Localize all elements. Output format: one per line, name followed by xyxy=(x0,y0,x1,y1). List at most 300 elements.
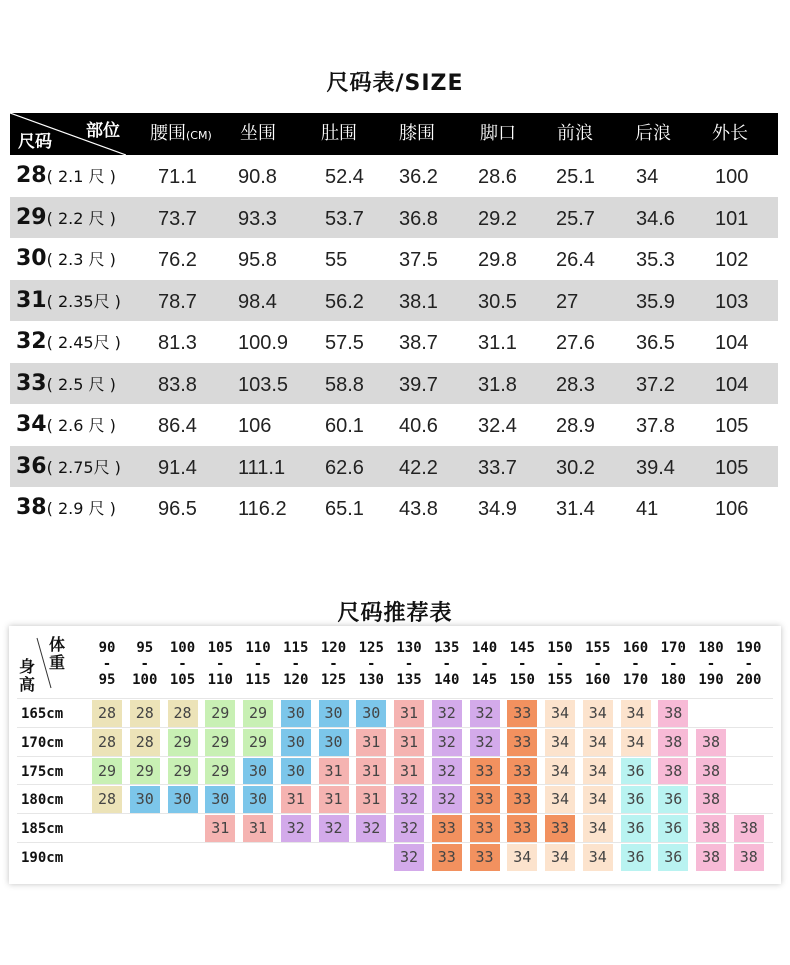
range-dash: - xyxy=(631,656,640,672)
size-number: 36 xyxy=(16,453,47,479)
size-number: 38 xyxy=(16,495,47,520)
measurement-cell: 104 xyxy=(715,373,749,396)
measurement-cell: 36.5 xyxy=(636,332,675,354)
height-label: 170cm xyxy=(21,734,64,751)
row-divider xyxy=(17,842,773,843)
weight-to: 110 xyxy=(207,672,233,688)
size-label xyxy=(16,404,116,446)
recommended-size-chip: 29 xyxy=(168,758,198,785)
size-chi-measure: ( 2.75尺 ) xyxy=(46,457,121,477)
weight-from: 105 xyxy=(207,640,233,656)
weight-from: 145 xyxy=(509,640,535,656)
recommended-size-chip: 29 xyxy=(130,758,160,785)
measurement-cell: 35.9 xyxy=(636,290,675,313)
recommended-size-chip: 30 xyxy=(356,700,386,727)
row-divider xyxy=(17,727,773,728)
range-dash: - xyxy=(744,656,753,672)
recommended-size-chip: 33 xyxy=(507,815,537,842)
weight-range-header xyxy=(239,640,277,688)
recommended-size-chip: 38 xyxy=(658,758,688,785)
measurement-cell: 32.4 xyxy=(478,415,517,437)
size-label xyxy=(16,155,116,197)
size-row xyxy=(10,155,778,197)
recommended-size-chip: 34 xyxy=(583,844,613,871)
measurement-cell: 30.2 xyxy=(556,456,595,479)
recommended-size-chip: 31 xyxy=(243,815,273,842)
recommended-size-chip: 28 xyxy=(92,700,122,727)
corner-weight-label: 体重 xyxy=(49,635,66,672)
weight-from: 150 xyxy=(547,640,573,656)
recommended-size-chip: 38 xyxy=(734,815,764,842)
recommended-size-chip: 38 xyxy=(658,700,688,727)
recommended-size-chip: 38 xyxy=(658,729,688,756)
recommended-size-chip: 28 xyxy=(92,786,122,813)
measurement-cell: 27 xyxy=(556,290,579,313)
recommended-size-chip: 36 xyxy=(621,758,651,785)
recommended-size-chip: 28 xyxy=(168,700,198,727)
weight-to: 180 xyxy=(660,672,686,688)
weight-range-header xyxy=(352,640,390,688)
size-row xyxy=(10,197,778,239)
rec-corner-cell xyxy=(15,634,77,694)
measurement-cell: 76.2 xyxy=(158,249,197,271)
recommended-size-chip: 38 xyxy=(696,786,726,813)
weight-range-header xyxy=(201,640,239,688)
recommended-size-chip: 34 xyxy=(621,729,651,756)
measurement-cell: 106 xyxy=(715,498,749,520)
header-corner-cell xyxy=(10,113,126,155)
weight-from: 95 xyxy=(136,640,154,656)
recommended-size-chip: 28 xyxy=(130,700,160,727)
weight-range-header xyxy=(126,640,164,688)
recommended-size-chip: 32 xyxy=(432,786,462,813)
size-chi-measure: ( 2.1 尺 ) xyxy=(46,167,116,186)
measurement-cell: 40.6 xyxy=(399,415,438,437)
recommended-size-chip: 30 xyxy=(168,786,198,813)
measurement-cell: 28.3 xyxy=(556,373,595,396)
measurement-cell: 56.2 xyxy=(325,290,364,313)
measurement-cell: 93.3 xyxy=(238,207,277,230)
measurement-cell: 53.7 xyxy=(325,207,364,230)
recommended-size-chip: 31 xyxy=(394,700,424,727)
weight-from: 110 xyxy=(245,640,271,656)
weight-to: 135 xyxy=(396,672,422,688)
recommended-size-chip: 31 xyxy=(205,815,235,842)
measurement-cell: 104 xyxy=(715,332,749,354)
weight-from: 125 xyxy=(358,640,384,656)
weight-from: 155 xyxy=(585,640,611,656)
recommended-size-chip: 34 xyxy=(583,700,613,727)
recommended-size-chip: 30 xyxy=(319,729,349,756)
size-row xyxy=(10,404,778,446)
recommended-size-chip: 31 xyxy=(356,729,386,756)
weight-to: 105 xyxy=(169,672,196,688)
range-dash: - xyxy=(669,656,678,672)
size-chi-measure: ( 2.45尺 ) xyxy=(46,333,121,352)
range-dash: - xyxy=(480,656,489,672)
recommended-size-chip: 30 xyxy=(281,729,311,756)
weight-range-header xyxy=(654,640,692,688)
measurement-cell: 37.2 xyxy=(636,373,675,396)
measurement-cell: 111.1 xyxy=(238,456,286,479)
recommended-size-chip: 36 xyxy=(621,786,651,813)
recommended-size-chip: 33 xyxy=(545,815,575,842)
measurement-cell: 90.8 xyxy=(238,166,277,188)
size-number: 33 xyxy=(16,370,47,396)
header-back-rise: 后浪 xyxy=(635,123,671,144)
weight-from: 160 xyxy=(622,640,649,656)
header-leg-opening: 脚口 xyxy=(480,123,516,144)
measurement-cell: 34.9 xyxy=(478,498,517,520)
corner-label-part: 部位 xyxy=(86,121,120,141)
size-chart-table xyxy=(10,113,778,529)
weight-from: 115 xyxy=(283,640,309,656)
weight-range-header xyxy=(692,640,730,688)
measurement-cell: 95.8 xyxy=(238,249,277,271)
measurement-cell: 100.9 xyxy=(238,332,289,354)
measurement-cell: 31.8 xyxy=(478,373,517,396)
measurement-cell: 27.6 xyxy=(556,332,595,354)
recommended-size-chip: 38 xyxy=(696,815,726,842)
height-label: 175cm xyxy=(21,763,64,780)
recommended-size-chip: 30 xyxy=(243,758,273,785)
recommended-size-chip: 29 xyxy=(205,729,235,756)
recommended-size-chip: 33 xyxy=(432,844,462,871)
weight-from: 130 xyxy=(396,640,422,656)
size-row xyxy=(10,446,778,488)
size-number: 31 xyxy=(16,287,47,313)
recommended-size-chip: 31 xyxy=(356,758,386,785)
weight-from: 120 xyxy=(320,640,347,656)
recommended-size-chip: 32 xyxy=(432,758,462,785)
measurement-cell: 65.1 xyxy=(325,498,364,520)
measurement-cell: 71.1 xyxy=(158,166,197,188)
range-dash: - xyxy=(140,656,149,672)
size-label xyxy=(16,321,121,363)
weight-to: 130 xyxy=(358,672,384,688)
header-waist-label: 腰围 xyxy=(150,123,186,144)
header-hip: 坐围 xyxy=(240,123,276,144)
measurement-cell: 81.3 xyxy=(158,332,197,354)
size-chi-measure: ( 2.9 尺 ) xyxy=(46,499,116,518)
measurement-cell: 103 xyxy=(715,290,749,313)
header-waist-unit: (CM) xyxy=(186,129,212,142)
size-label xyxy=(16,446,121,488)
size-row xyxy=(10,363,778,405)
measurement-cell: 36.8 xyxy=(399,207,438,230)
range-dash: - xyxy=(593,656,602,672)
recommended-size-chip: 30 xyxy=(281,700,311,727)
range-dash: - xyxy=(329,656,338,672)
measurement-cell: 102 xyxy=(715,249,749,271)
measurement-cell: 57.5 xyxy=(325,332,364,354)
recommended-size-chip: 32 xyxy=(394,844,424,871)
range-dash: - xyxy=(102,656,112,672)
weight-from: 190 xyxy=(736,640,762,656)
measurement-cell: 25.1 xyxy=(556,166,595,188)
measurement-cell: 29.8 xyxy=(478,249,517,271)
measurement-cell: 29.2 xyxy=(478,207,517,230)
measurement-cell: 39.4 xyxy=(636,456,675,479)
size-chi-measure: ( 2.3 尺 ) xyxy=(46,250,116,269)
recommended-size-chip: 33 xyxy=(507,758,537,785)
size-chart-body xyxy=(10,155,778,529)
measurement-cell: 35.3 xyxy=(636,249,675,271)
measurement-cell: 98.4 xyxy=(238,290,277,313)
weight-range-header xyxy=(88,640,126,688)
weight-range-header xyxy=(579,640,617,688)
measurement-cell: 105 xyxy=(715,415,749,437)
recommended-size-chip: 33 xyxy=(507,700,537,727)
recommended-size-chip: 34 xyxy=(621,700,651,727)
size-number: 29 xyxy=(16,204,47,230)
weight-range-header xyxy=(730,640,768,688)
measurement-cell: 83.8 xyxy=(158,373,197,396)
recommended-size-chip: 29 xyxy=(243,729,273,756)
size-label xyxy=(16,487,116,529)
range-dash: - xyxy=(555,656,565,672)
measurement-cell: 31.4 xyxy=(556,498,595,520)
recommended-size-chip: 36 xyxy=(658,786,688,813)
size-chi-measure: ( 2.2 尺 ) xyxy=(46,208,116,228)
weight-range-header xyxy=(164,640,202,688)
weight-range-header xyxy=(315,640,353,688)
row-divider xyxy=(17,756,773,757)
measurement-cell: 62.6 xyxy=(325,456,364,479)
recommended-size-chip: 33 xyxy=(470,786,500,813)
measurement-cell: 86.4 xyxy=(158,415,197,437)
recommended-size-chip: 32 xyxy=(394,786,424,813)
recommended-size-chip: 38 xyxy=(734,844,764,871)
measurement-cell: 60.1 xyxy=(325,415,364,437)
height-label: 185cm xyxy=(21,821,64,838)
weight-to: 120 xyxy=(283,672,309,688)
size-number: 30 xyxy=(16,246,47,271)
size-recommendation-table xyxy=(9,626,781,884)
recommended-size-chip: 33 xyxy=(432,815,462,842)
measurement-cell: 91.4 xyxy=(158,456,197,479)
weight-to: 125 xyxy=(320,672,347,688)
measurement-cell: 36.2 xyxy=(399,166,438,188)
recommended-size-chip: 34 xyxy=(583,815,613,842)
header-front-rise: 前浪 xyxy=(557,123,593,144)
size-row xyxy=(10,487,778,529)
measurement-cell: 33.7 xyxy=(478,456,517,479)
recommended-size-chip: 33 xyxy=(470,758,500,785)
recommended-size-chip: 33 xyxy=(507,729,537,756)
recommended-size-chip: 34 xyxy=(545,700,575,727)
recommended-size-chip: 34 xyxy=(583,758,613,785)
weight-to: 100 xyxy=(132,672,158,688)
weight-from: 170 xyxy=(660,640,686,656)
measurement-cell: 73.7 xyxy=(158,207,197,230)
row-divider xyxy=(17,784,773,785)
recommended-size-chip: 32 xyxy=(356,815,386,842)
recommended-size-chip: 29 xyxy=(205,700,235,727)
weight-range-header xyxy=(503,640,541,688)
recommended-size-chip: 34 xyxy=(545,786,575,813)
measurement-cell: 31.1 xyxy=(478,332,517,354)
size-number: 32 xyxy=(16,329,47,354)
height-label: 190cm xyxy=(21,850,64,866)
row-divider xyxy=(17,813,773,814)
header-belly: 肚围 xyxy=(321,123,357,144)
measurement-cell: 42.2 xyxy=(399,456,438,479)
size-label xyxy=(16,363,116,405)
measurement-cell: 25.7 xyxy=(556,207,595,230)
corner-label-size: 尺码 xyxy=(18,132,52,152)
measurement-cell: 101 xyxy=(715,207,749,230)
header-waist xyxy=(150,113,212,155)
measurement-cell: 34 xyxy=(636,166,659,188)
weight-to: 170 xyxy=(622,672,649,688)
size-number: 28 xyxy=(16,163,47,188)
recommended-size-chip: 38 xyxy=(696,729,726,756)
recommended-size-chip: 36 xyxy=(621,844,651,871)
range-dash: - xyxy=(253,656,263,672)
recommended-size-chip: 33 xyxy=(470,815,500,842)
recommended-size-chip: 30 xyxy=(243,786,273,813)
weight-from: 100 xyxy=(169,640,196,656)
recommended-size-chip: 30 xyxy=(281,758,311,785)
measurement-cell: 116.2 xyxy=(238,498,287,520)
size-label xyxy=(16,197,116,239)
recommendation-title: 尺码推荐表 xyxy=(337,601,453,626)
weight-range-header xyxy=(277,640,315,688)
range-dash: - xyxy=(706,656,716,672)
weight-from: 140 xyxy=(471,640,498,656)
recommended-size-chip: 30 xyxy=(205,786,235,813)
weight-from: 180 xyxy=(698,640,724,656)
measurement-cell: 105 xyxy=(715,456,749,479)
recommended-size-chip: 38 xyxy=(696,758,726,785)
measurement-cell: 38.7 xyxy=(399,332,438,354)
recommended-size-chip: 29 xyxy=(168,729,198,756)
recommended-size-chip: 34 xyxy=(507,844,537,871)
size-chart-header xyxy=(10,113,778,155)
recommended-size-chip: 34 xyxy=(545,758,575,785)
measurement-cell: 78.7 xyxy=(158,290,197,313)
weight-range-header xyxy=(390,640,428,688)
corner-height-label: 身高 xyxy=(19,657,36,694)
header-outseam: 外长 xyxy=(712,123,748,144)
size-chart-title: 尺码表/SIZE xyxy=(326,71,464,96)
recommended-size-chip: 31 xyxy=(394,729,424,756)
recommended-size-chip: 31 xyxy=(394,758,424,785)
measurement-cell: 28.9 xyxy=(556,415,595,437)
recommended-size-chip: 31 xyxy=(319,758,349,785)
range-dash: - xyxy=(291,656,300,672)
measurement-cell: 39.7 xyxy=(399,373,438,396)
measurement-cell: 28.6 xyxy=(478,166,517,188)
row-divider xyxy=(17,698,773,699)
recommended-size-chip: 36 xyxy=(658,815,688,842)
weight-to: 95 xyxy=(98,672,116,688)
measurement-cell: 30.5 xyxy=(478,290,517,313)
range-dash: - xyxy=(442,656,451,672)
weight-to: 155 xyxy=(547,672,573,688)
size-chi-measure: ( 2.5 尺 ) xyxy=(46,374,116,394)
recommended-size-chip: 29 xyxy=(243,700,273,727)
weight-to: 140 xyxy=(434,672,460,688)
weight-range-header xyxy=(466,640,504,688)
range-dash: - xyxy=(178,656,187,672)
recommended-size-chip: 31 xyxy=(281,786,311,813)
recommended-size-chip: 31 xyxy=(356,786,386,813)
recommended-size-chip: 32 xyxy=(319,815,349,842)
recommended-size-chip: 33 xyxy=(507,786,537,813)
measurement-cell: 106 xyxy=(238,415,272,437)
measurement-cell: 34.6 xyxy=(636,207,675,230)
measurement-cell: 96.5 xyxy=(158,498,197,520)
measurement-cell: 37.8 xyxy=(636,415,675,437)
recommended-size-chip: 32 xyxy=(470,729,500,756)
height-label: 180cm xyxy=(21,792,64,809)
recommended-size-chip: 28 xyxy=(92,729,122,756)
size-label xyxy=(16,238,116,280)
recommended-size-chip: 34 xyxy=(583,729,613,756)
recommended-size-chip: 30 xyxy=(130,786,160,813)
recommended-size-chip: 38 xyxy=(696,844,726,871)
size-chi-measure: ( 2.6 尺 ) xyxy=(46,416,116,435)
recommended-size-chip: 29 xyxy=(205,758,235,785)
weight-to: 145 xyxy=(471,672,498,688)
measurement-cell: 38.1 xyxy=(399,290,438,313)
weight-to: 190 xyxy=(698,672,724,688)
measurement-cell: 103.5 xyxy=(238,373,289,396)
range-dash: - xyxy=(367,656,376,672)
recommended-size-chip: 34 xyxy=(545,729,575,756)
size-number: 34 xyxy=(16,412,47,437)
measurement-cell: 58.8 xyxy=(325,373,364,396)
recommended-size-chip: 32 xyxy=(432,729,462,756)
weight-range-header xyxy=(617,640,655,688)
recommended-size-chip: 34 xyxy=(545,844,575,871)
weight-range-header xyxy=(541,640,579,688)
height-label: 165cm xyxy=(21,706,64,722)
measurement-cell: 43.8 xyxy=(399,498,438,520)
recommended-size-chip: 36 xyxy=(621,815,651,842)
recommended-size-chip: 36 xyxy=(658,844,688,871)
recommended-size-chip: 32 xyxy=(432,700,462,727)
recommended-size-chip: 28 xyxy=(130,729,160,756)
measurement-cell: 100 xyxy=(715,166,749,188)
weight-range-header xyxy=(428,640,466,688)
weight-to: 200 xyxy=(736,672,762,688)
recommended-size-chip: 32 xyxy=(394,815,424,842)
range-dash: - xyxy=(518,656,527,672)
size-label xyxy=(16,280,121,322)
size-chi-measure: ( 2.35尺 ) xyxy=(46,291,121,311)
recommended-size-chip: 30 xyxy=(319,700,349,727)
size-row xyxy=(10,280,778,322)
measurement-cell: 55 xyxy=(325,249,348,271)
measurement-cell: 37.5 xyxy=(399,249,438,271)
size-row xyxy=(10,321,778,363)
measurement-cell: 26.4 xyxy=(556,249,595,271)
weight-to: 150 xyxy=(509,672,535,688)
range-dash: - xyxy=(404,656,414,672)
range-dash: - xyxy=(216,656,225,672)
recommended-size-chip: 31 xyxy=(319,786,349,813)
weight-from: 90 xyxy=(98,640,116,656)
size-row xyxy=(10,238,778,280)
weight-to: 160 xyxy=(585,672,611,688)
weight-to: 115 xyxy=(245,672,271,688)
recommended-size-chip: 32 xyxy=(281,815,311,842)
header-knee: 膝围 xyxy=(399,123,435,144)
measurement-cell: 52.4 xyxy=(325,166,364,188)
